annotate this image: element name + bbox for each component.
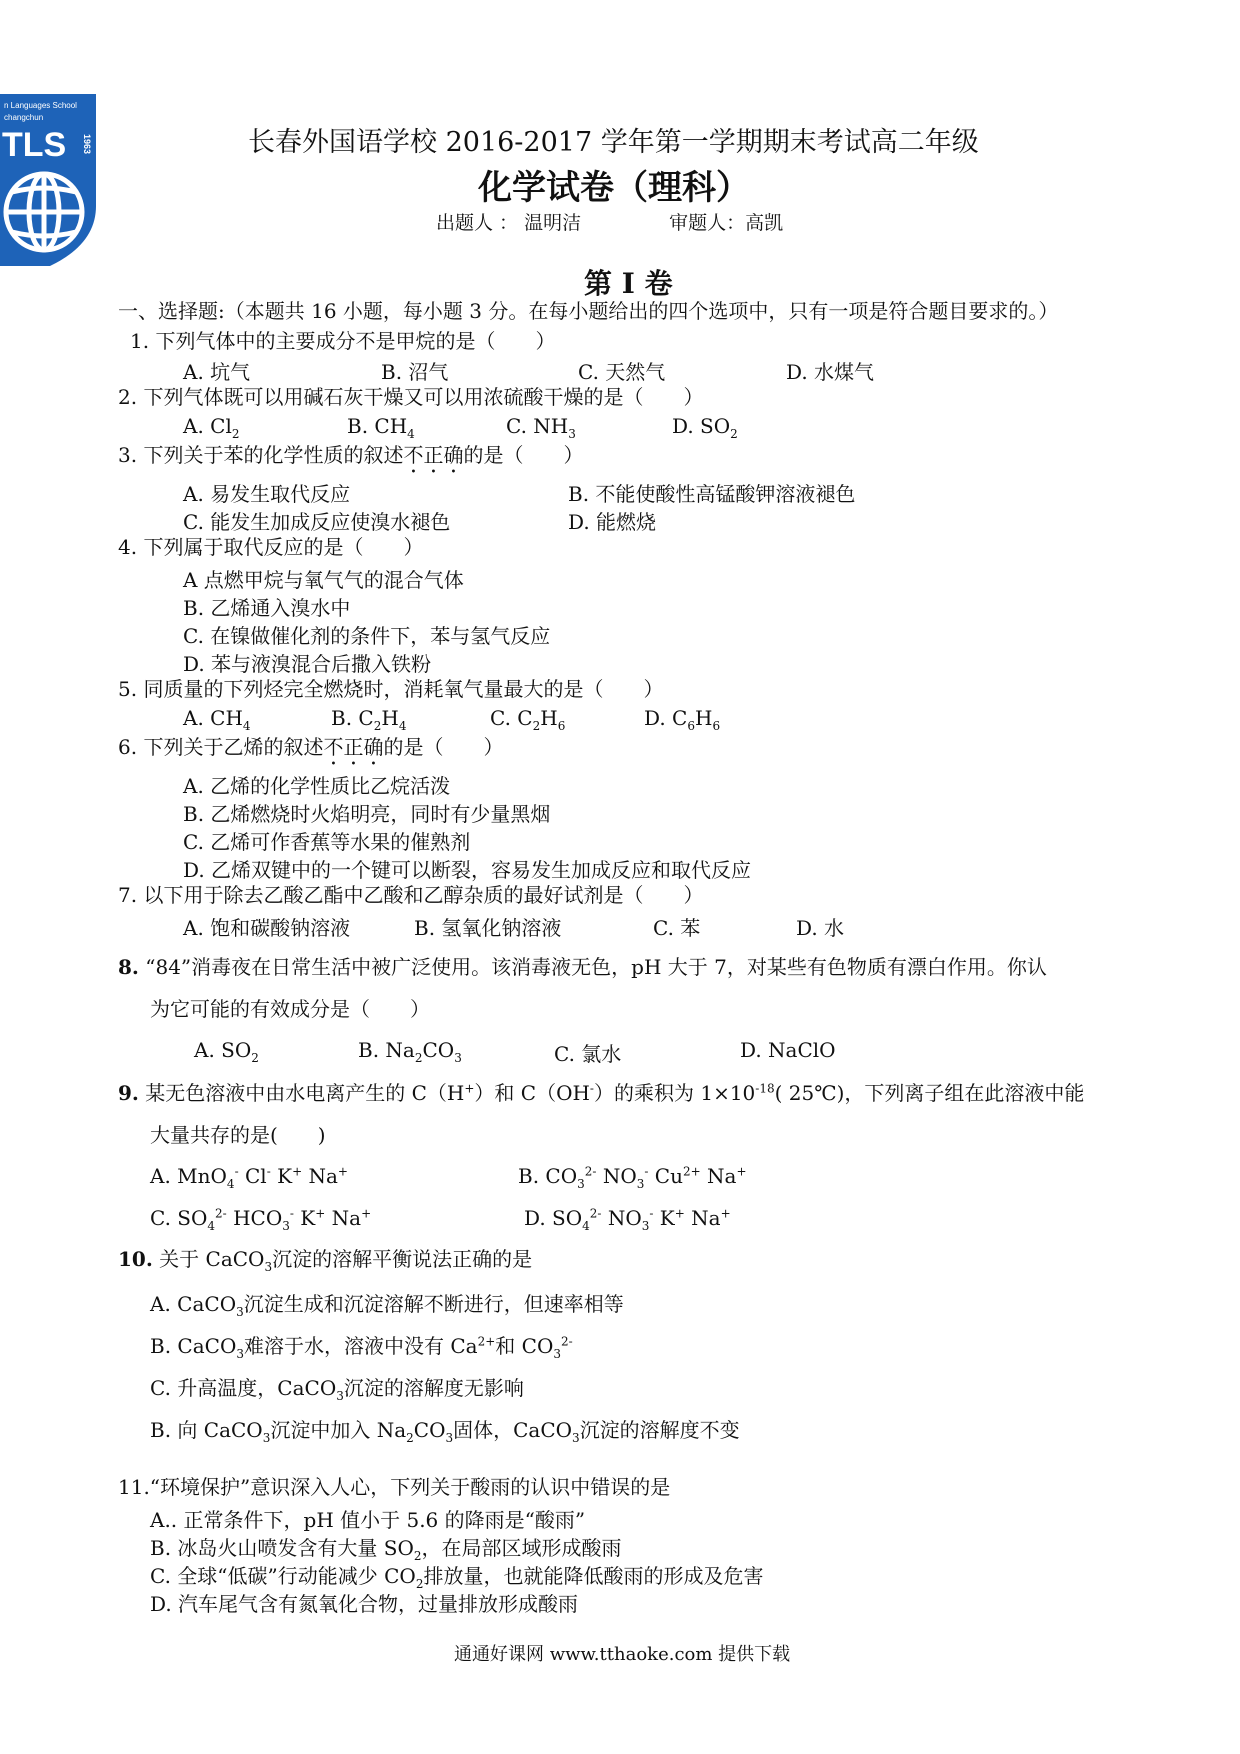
q8-option-a: A. $SO_2$ xyxy=(194,1038,259,1065)
volume-heading: 第 I 卷 xyxy=(584,267,673,300)
q4-option-b: B. 乙烯通入溴水中 xyxy=(183,596,351,620)
q9-option-c: C. $SO_4^{2-}$ $HCO_3^-$ K+ Na+ xyxy=(150,1206,372,1233)
q1-option-c: C. 天然气 xyxy=(578,360,666,384)
q6-option-d: D. 乙烯双键中的一个键可以断裂，容易发生加成反应和取代反应 xyxy=(183,858,752,882)
reviewer: 审题人：高凯 xyxy=(669,212,784,234)
q9-option-a: A. MnO$_4$- Cl- K+ Na+ xyxy=(150,1164,348,1191)
q8-line1: 8. “84”消毒夜在日常生活中被广泛使用。该消毒液无色，pH 大于 7，对某些有色物质有漂白作用。你认 xyxy=(118,955,1047,979)
q7-option-b: B. 氢氧化钠溶液 xyxy=(414,916,562,940)
author-line xyxy=(436,208,783,235)
q2-option-a: A. $Cl_2$ xyxy=(183,414,240,441)
q7-option-a: A. 饱和碳酸钠溶液 xyxy=(183,916,351,940)
q8-option-b: B. $Na_2CO_3$ xyxy=(358,1038,462,1065)
q10-option-b: B. CaCO$_3$难溶于水，溶液中没有 $Ca^{2+}$和 $CO_3^{2-}$ xyxy=(150,1334,573,1361)
q11-option-a: A.. 正常条件下，pH 值小于 5.6 的降雨是“酸雨” xyxy=(150,1508,586,1532)
q10-stem: 10. 关于 CaCO$_3$沉淀的溶解平衡说法正确的是 xyxy=(118,1247,533,1274)
logo-arc-bottom: changchun xyxy=(4,113,44,122)
q9-option-d: D. $SO_4^{2-}$ $NO_3^-$ K+ Na+ xyxy=(524,1206,731,1233)
q10-option-c: C. 升高温度，CaCO$_3$沉淀的溶解度无影响 xyxy=(150,1376,524,1403)
q10-option-a: A. CaCO$_3$沉淀生成和沉淀溶解不断进行，但速率相等 xyxy=(150,1292,624,1319)
q2-option-d: D. $SO_2$ xyxy=(672,414,738,441)
q9-option-b: B. $CO_3^{2-}$ $NO_3^-$ $Cu^{2+}$ Na+ xyxy=(518,1164,747,1191)
q11-option-d: D. 汽车尾气含有氮氧化合物，过量排放形成酸雨 xyxy=(150,1592,579,1616)
school-exam-title: 长春外国语学校 2016-2017 学年第一学期期末考试高二年级 xyxy=(248,127,979,158)
logo-arc-top: n Languages School xyxy=(4,101,77,110)
logo-letters: TLS xyxy=(2,126,67,164)
q2-option-b: B. $CH_4$ xyxy=(347,414,415,441)
q8-line2: 为它可能的有效成分是（ ） xyxy=(150,997,430,1021)
author: 出题人 ： 温明洁 xyxy=(436,212,582,234)
q11-option-c: C. 全球“低碳”行动能减少 $CO_2$排放量，也就能降低酸雨的形成及危害 xyxy=(150,1564,764,1591)
q2-stem: 2. 下列气体既可以用碱石灰干燥又可以用浓硫酸干燥的是（ ） xyxy=(118,385,704,409)
q11-option-b: B. 冰岛火山喷发含有大量 $SO_2$，在局部区域形成酸雨 xyxy=(150,1536,622,1563)
q11-stem: 11.“环境保护”意识深入人心，下列关于酸雨的认识中错误的是 xyxy=(118,1475,671,1499)
q9-line1: 9. 某无色溶液中由水电离产生的 C（H+）和 C（OH-）的乘积为 $1\times 10^{-18}$( 25℃)，下列离子组在此溶液中能 xyxy=(118,1081,1085,1105)
q5-option-a: A. $CH_4$ xyxy=(183,706,251,733)
q3-option-d: D. 能燃烧 xyxy=(568,510,657,534)
q8-option-c: C. 氯水 xyxy=(554,1042,622,1066)
page-footer: 通通好课网 www.tthaoke.com 提供下载 xyxy=(454,1644,791,1665)
q3-option-a: A. 易发生取代反应 xyxy=(183,482,351,506)
q9-line2: 大量共存的是( ) xyxy=(150,1123,326,1147)
q5-stem: 5. 同质量的下列烃完全燃烧时，消耗氧气量最大的是（ ） xyxy=(118,677,664,701)
q1-stem: 1. 下列气体中的主要成分不是甲烷的是（ ） xyxy=(130,329,556,353)
q5-option-d: D. $C_6H_6$ xyxy=(644,706,721,733)
q6-stem: 6. 下列关于乙烯的叙述不正确的是（ ） xyxy=(118,735,504,759)
q5-option-c: C. $C_2H_6$ xyxy=(490,706,566,733)
q1-option-b: B. 沼气 xyxy=(381,360,449,384)
section-intro: 一、选择题:（本题共 16 小题，每小题 3 分。在每小题给出的四个选项中，只有一项是符合题目要求的。） xyxy=(118,299,1059,323)
q5-option-b: B. $C_2H_4$ xyxy=(331,706,407,733)
q7-option-d: D. 水 xyxy=(796,916,845,940)
q4-option-a: A 点燃甲烷与氧气气的混合气体 xyxy=(183,568,464,592)
q7-option-c: C. 苯 xyxy=(653,916,701,940)
q3-option-c: C. 能发生加成反应使溴水褪色 xyxy=(183,510,451,534)
q4-stem: 4. 下列属于取代反应的是（ ） xyxy=(118,535,424,559)
subject-title: 化学试卷（理科） xyxy=(478,168,750,208)
q10-option-d: B. 向 CaCO$_3$沉淀中加入 $Na_2CO_3$固体，CaCO$_3$沉淀的溶解度不变 xyxy=(150,1418,740,1445)
q2-option-c: C. $NH_3$ xyxy=(506,414,576,441)
q4-option-d: D. 苯与液溴混合后撒入铁粉 xyxy=(183,652,432,676)
q6-option-c: C. 乙烯可作香蕉等水果的催熟剂 xyxy=(183,830,471,854)
school-logo xyxy=(0,94,100,266)
q6-option-a: A. 乙烯的化学性质比乙烷活泼 xyxy=(183,774,451,798)
logo-year: 1963 xyxy=(82,134,92,155)
q7-stem: 7. 以下用于除去乙酸乙酯中乙酸和乙醇杂质的最好试剂是（ ） xyxy=(118,883,704,907)
globe-icon xyxy=(6,174,82,250)
q3-stem: 3. 下列关于苯的化学性质的叙述不正确的是（ ） xyxy=(118,443,584,467)
q6-option-b: B. 乙烯燃烧时火焰明亮，同时有少量黑烟 xyxy=(183,802,551,826)
q4-option-c: C. 在镍做催化剂的条件下，苯与氢气反应 xyxy=(183,624,551,648)
q3-option-b: B. 不能使酸性高锰酸钾溶液褪色 xyxy=(568,482,856,506)
q1-option-d: D. 水煤气 xyxy=(786,360,875,384)
q8-option-d: D. NaClO xyxy=(740,1038,836,1062)
q1-option-a: A. 坑气 xyxy=(183,360,251,384)
